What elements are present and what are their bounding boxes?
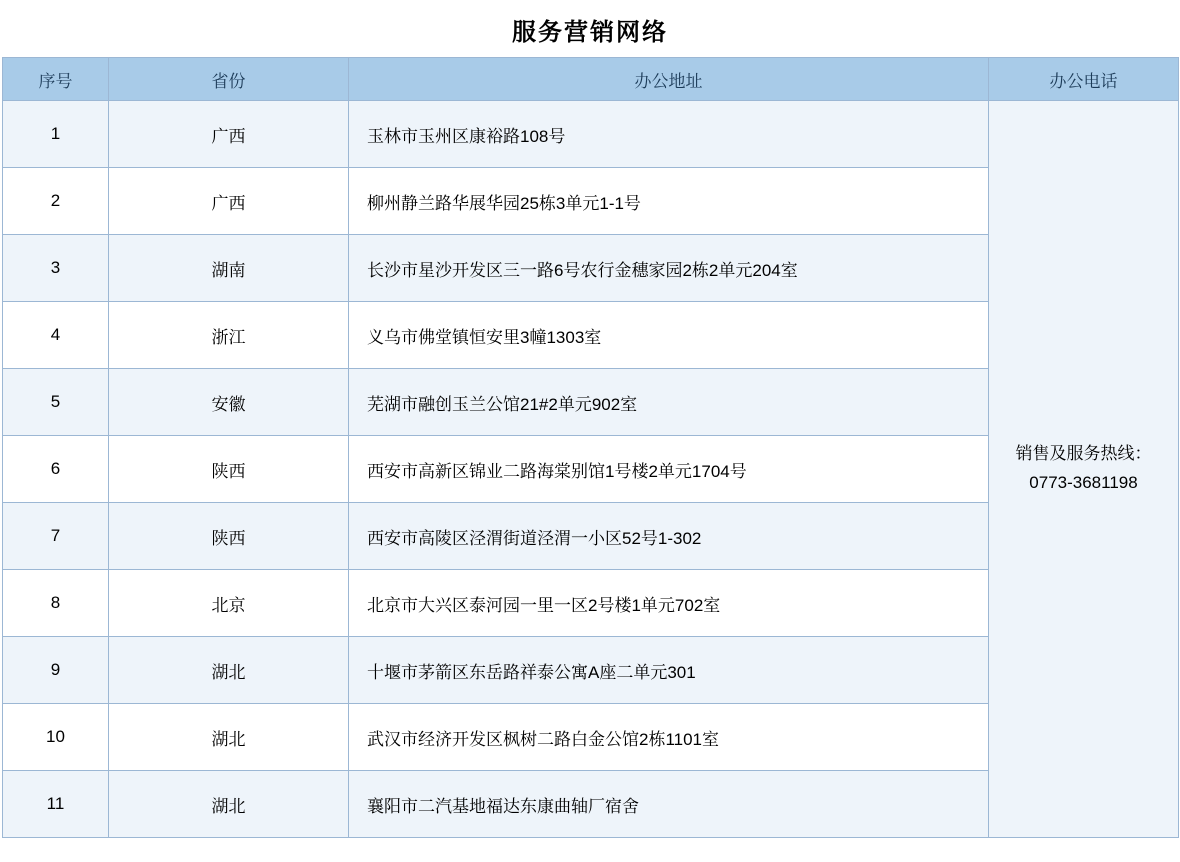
table-header bbox=[3, 58, 1179, 101]
cell-province: 湖北 bbox=[109, 771, 349, 838]
cell-province: 安徽 bbox=[109, 369, 349, 436]
cell-province: 广西 bbox=[109, 168, 349, 235]
cell-province: 湖北 bbox=[109, 637, 349, 704]
cell-address: 武汉市经济开发区枫树二路白金公馆2栋1101室 bbox=[349, 704, 989, 771]
service-network-table bbox=[2, 57, 1179, 838]
cell-address: 西安市高新区锦业二路海棠别馆1号楼2单元1704号 bbox=[349, 436, 989, 503]
column-header-index: 序号 bbox=[3, 58, 109, 101]
cell-index: 8 bbox=[3, 570, 109, 637]
cell-index: 1 bbox=[3, 101, 109, 168]
cell-index: 2 bbox=[3, 168, 109, 235]
table-row bbox=[3, 101, 1179, 168]
cell-address: 西安市高陵区泾渭街道泾渭一小区52号1-302 bbox=[349, 503, 989, 570]
cell-address: 襄阳市二汽基地福达东康曲轴厂宿舍 bbox=[349, 771, 989, 838]
cell-index: 7 bbox=[3, 503, 109, 570]
cell-address: 义乌市佛堂镇恒安里3幢1303室 bbox=[349, 302, 989, 369]
cell-province: 广西 bbox=[109, 101, 349, 168]
cell-province: 陕西 bbox=[109, 436, 349, 503]
page-title: 服务营销网络 bbox=[512, 20, 668, 46]
cell-index: 6 bbox=[3, 436, 109, 503]
column-header-phone: 办公电话 bbox=[989, 58, 1179, 101]
cell-index: 4 bbox=[3, 302, 109, 369]
cell-address: 长沙市星沙开发区三一路6号农行金穗家园2栋2单元204室 bbox=[349, 235, 989, 302]
column-header-province: 省份 bbox=[109, 58, 349, 101]
cell-province: 北京 bbox=[109, 570, 349, 637]
cell-index: 3 bbox=[3, 235, 109, 302]
cell-province: 湖北 bbox=[109, 704, 349, 771]
cell-address: 北京市大兴区泰河园一里一区2号楼1单元702室 bbox=[349, 570, 989, 637]
column-header-address: 办公地址 bbox=[349, 58, 989, 101]
cell-address: 芜湖市融创玉兰公馆21#2单元902室 bbox=[349, 369, 989, 436]
cell-service-hotline bbox=[989, 101, 1179, 838]
cell-address: 玉林市玉州区康裕路108号 bbox=[349, 101, 989, 168]
cell-index: 5 bbox=[3, 369, 109, 436]
cell-index: 10 bbox=[3, 704, 109, 771]
cell-index: 9 bbox=[3, 637, 109, 704]
cell-address: 柳州静兰路华展华园25栋3单元1-1号 bbox=[349, 168, 989, 235]
cell-province: 浙江 bbox=[109, 302, 349, 369]
table-body bbox=[3, 101, 1179, 838]
cell-province: 陕西 bbox=[109, 503, 349, 570]
cell-index: 11 bbox=[3, 771, 109, 838]
cell-province: 湖南 bbox=[109, 235, 349, 302]
hotline-number: 0773-3681198 bbox=[1029, 473, 1138, 492]
cell-address: 十堰市茅箭区东岳路祥泰公寓A座二单元301 bbox=[349, 637, 989, 704]
table-header-row bbox=[3, 58, 1179, 101]
hotline-label: 销售及服务热线： bbox=[1015, 444, 1152, 464]
